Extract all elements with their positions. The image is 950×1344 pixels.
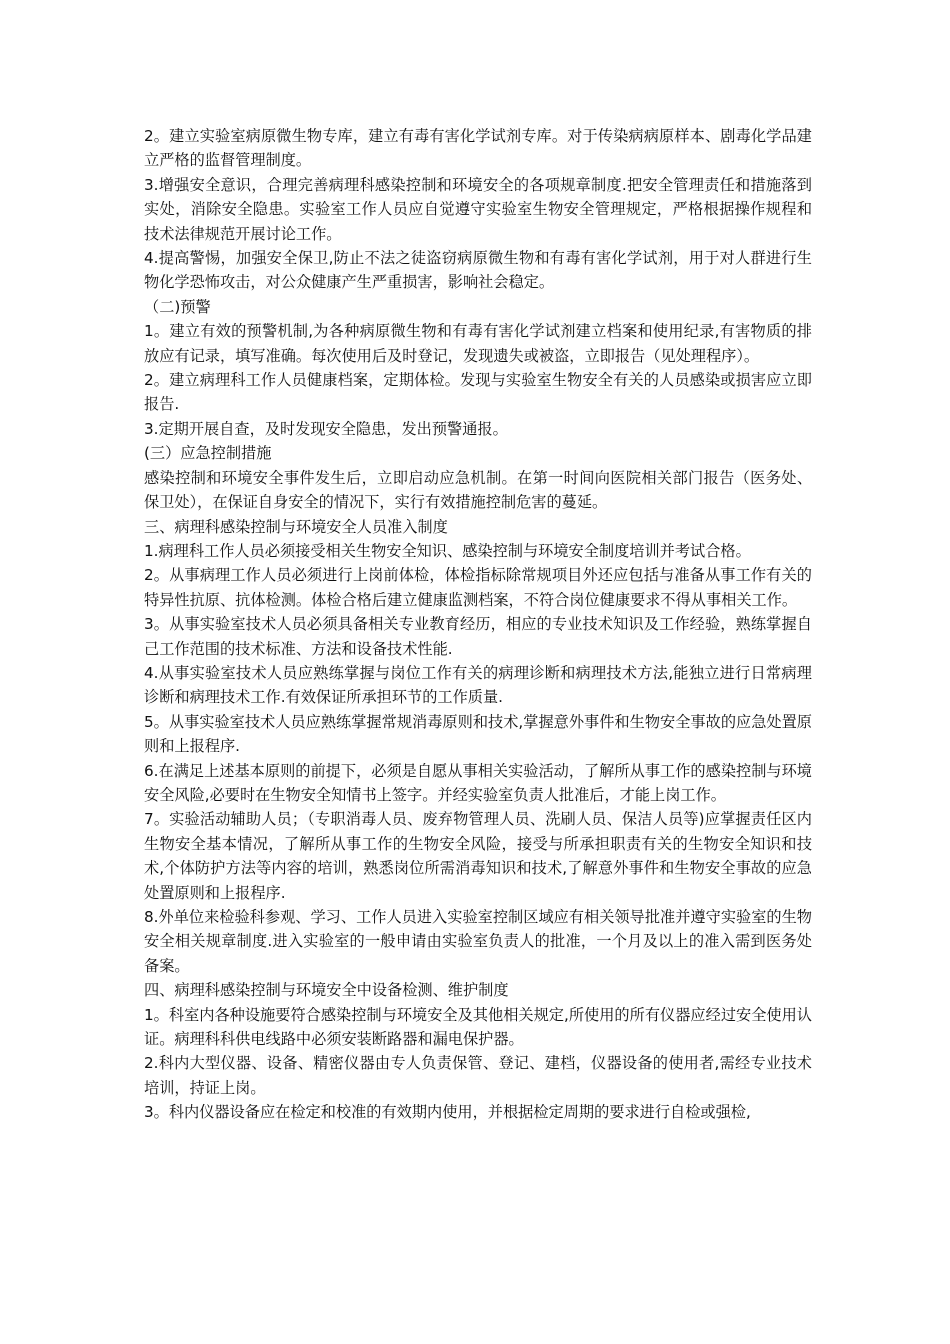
paragraph: 1。科室内各种设施要符合感染控制与环境安全及其他相关规定,所使用的所有仪器应经过安全使用认证。病理科科供电线路中必须安装断路器和漏电保护器。: [144, 1005, 812, 1049]
section-heading: 四、病理科感染控制与环境安全中设备检测、维护制度: [144, 981, 509, 1000]
paragraph: 2。建立实验室病原微生物专库，建立有毒有害化学试剂专库。对于传染病病原样本、剧毒化学品建立严格的监督管理制度。: [144, 127, 812, 170]
paragraph: 7。实验活动辅助人员；（专职消毒人员、废弃物管理人员、洗刷人员、保洁人员等)应掌握责任区内生物安全基本情况，了解所从事工作的生物安全风险，接受与所承担职责有关的生物安全知识和技术,个体防护方法等内容的培训，熟悉岗位所需消毒知识和技术,了解意外事件和生物安全事故的应急处置原则和上报程序.: [144, 810, 812, 902]
paragraph: 3。科内仪器设备应在检定和校准的有效期内使用，并根据检定周期的要求进行自检或强检,: [144, 1103, 751, 1122]
paragraph: 3.定期开展自查，及时发现安全隐患，发出预警通报。: [144, 419, 508, 438]
paragraph: 2。建立病理科工作人员健康档案，定期体检。发现与实验室生物安全有关的人员感染或损害应立即报告.: [144, 371, 812, 414]
paragraph: 4.提高警惕，加强安全保卫,防止不法之徒盗窃病原微生物和有毒有害化学试剂，用于对人群进行生物化学恐怖攻击，对公众健康产生严重损害，影响社会稳定。: [144, 249, 812, 292]
section-heading: （二)预警: [144, 297, 211, 316]
paragraph: 感染控制和环境安全事件发生后，立即启动应急机制。在第一时间向医院相关部门报告（医务处、保卫处），在保证自身安全的情况下，实行有效措施控制危害的蔓延。: [144, 468, 812, 512]
paragraph: 1.病理科工作人员必须接受相关生物安全知识、感染控制与环境安全制度培训并考试合格。: [144, 541, 751, 560]
paragraph: 2.科内大型仪器、设备、精密仪器由专人负责保管、登记、建档，仪器设备的使用者,需经专业技术培训，持证上岗。: [144, 1054, 812, 1097]
section-heading: (三）应急控制措施: [144, 444, 272, 463]
paragraph: 1。建立有效的预警机制,为各种病原微生物和有毒有害化学试剂建立档案和使用纪录,有害物质的排放应有记录，填写准确。每次使用后及时登记，发现遗失或被盗，立即报告（见处理程序）。: [144, 322, 812, 365]
paragraph: 2。从事病理工作人员必须进行上岗前体检，体检指标除常规项目外还应包括与准备从事工作有关的特异性抗原、抗体检测。体检合格后建立健康监测档案，不符合岗位健康要求不得从事相关工作。: [144, 566, 812, 609]
paragraph: 5。从事实验室技术人员应熟练掌握常规消毒原则和技术,掌握意外事件和生物安全事故的应急处置原则和上报程序.: [144, 712, 812, 756]
document-page: [144, 124, 812, 1125]
paragraph: 3.增强安全意识，合理完善病理科感染控制和环境安全的各项规章制度.把安全管理责任和措施落到实处，消除安全隐患。实验室工作人员应自觉遵守实验室生物安全管理规定，严格根据操作规程和技术法律规范开展讨论工作。: [144, 175, 812, 243]
paragraph: 3。从事实验室技术人员必须具备相关专业教育经历，相应的专业技术知识及工作经验，熟练掌握自己工作范围的技术标准、方法和设备技术性能.: [144, 615, 812, 658]
paragraph: 6.在满足上述基本原则的前提下，必须是自愿从事相关实验活动，了解所从事工作的感染控制与环境安全风险,必要时在生物安全知情书上签字。并经实验室负责人批准后，才能上岗工作。: [144, 761, 812, 804]
paragraph: 4.从事实验室技术人员应熟练掌握与岗位工作有关的病理诊断和病理技术方法,能独立进行日常病理诊断和病理技术工作.有效保证所承担环节的工作质量.: [144, 663, 812, 707]
paragraph: 8.外单位来检验科参观、学习、工作人员进入实验室控制区域应有相关领导批准并遵守实验室的生物安全相关规章制度.进入实验室的一般申请由实验室负责人的批准，一个月及以上的准入需到医务处备案。: [144, 908, 812, 975]
section-heading: 三、病理科感染控制与环境安全人员准入制度: [144, 517, 448, 536]
